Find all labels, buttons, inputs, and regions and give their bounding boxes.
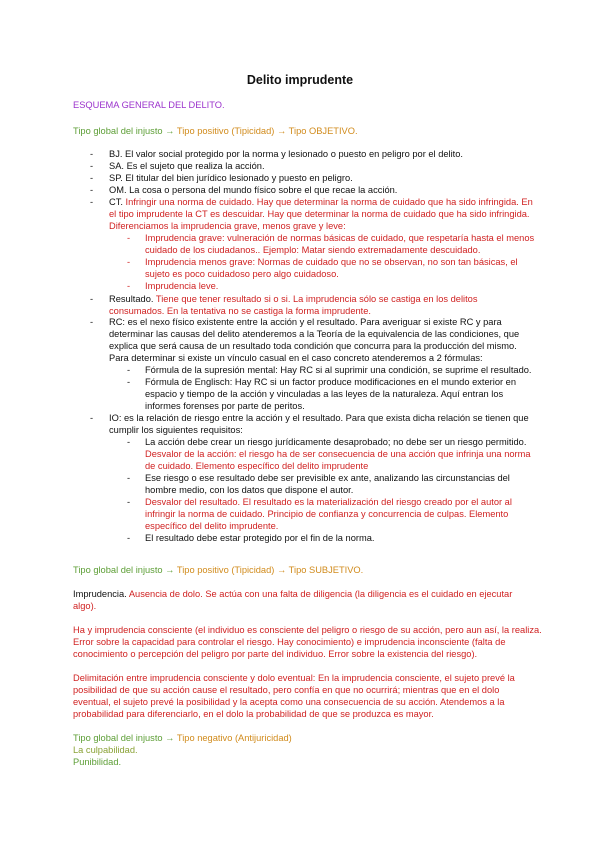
io-requisito: hombre medio, con los datos que dispone el autor. <box>145 485 354 495</box>
bullet-dash: - <box>90 294 94 304</box>
heading-part-injusto: Tipo global del injusto → <box>73 565 177 575</box>
bullet-dash: - <box>90 149 94 159</box>
heading-part-injusto: Tipo global del injusto → <box>73 126 177 136</box>
sub-bullet-dash: - <box>127 473 131 483</box>
ct-grave: Imprudencia grave: vulneración de normas básicas de cuidado, que respetaría hasta el menos <box>145 233 535 243</box>
sub-bullet-dash: - <box>127 497 131 507</box>
sub-bullet-dash: - <box>127 437 131 447</box>
ct-grave: cuidado de los ciudadanos.. Ejemplo: Matar siendo extremadamente descuidado. <box>145 245 481 255</box>
bullet-dash: - <box>90 317 94 327</box>
io-requisito: Desvalor de la acción: el riesgo ha de ser consecuencia de una acción que infrinja una norma <box>145 449 531 459</box>
rc-formula-englisch: Fórmula de Englisch: Hay RC si un factor produce modificaciones en el mundo exterior en <box>145 377 517 387</box>
heading-part-positivo: Tipo positivo (Tipicidad) → <box>176 565 289 575</box>
item-io: IO: es la relación de riesgo entre la acción y el resultado. Para que exista dicha relación se tienen que <box>109 413 529 423</box>
sub-bullet-dash: - <box>127 233 131 243</box>
ct-lead: CT. <box>109 197 126 207</box>
ct-line: el tipo imprudente la CT es descuidar. Hay que determinar la norma de cuidado que ha sido infringida. <box>109 209 530 219</box>
heading-tipo-subjetivo <box>73 564 363 576</box>
page-title: Delito imprudente <box>246 73 354 87</box>
heading-part-positivo: Tipo positivo (Tipicidad) → <box>176 126 289 136</box>
item-ct <box>109 196 533 208</box>
schema-heading: ESQUEMA GENERAL DEL DELITO. <box>73 100 225 110</box>
ct-menos-grave: sujeto es poco cuidadoso pero algo cuidadoso. <box>145 269 339 279</box>
imprudencia-paragraph <box>73 588 512 600</box>
io-requisito: La acción debe crear un riesgo jurídicamente desaprobado; no debe ser un riesgo permitido. <box>145 437 527 447</box>
rc-line: determinar las causas del delito atenderemos a la Teoría de la equivalencia de las condiciones, que <box>109 329 520 339</box>
bullet-dash: - <box>90 161 94 171</box>
bullet-dash: - <box>90 173 94 183</box>
rc-formula-supresion: Fórmula de la supresión mental: Hay RC si al suprimir una condición, se suprime el resultado. <box>145 365 532 375</box>
sub-bullet-dash: - <box>127 365 131 375</box>
sub-bullet-dash: - <box>127 257 131 267</box>
io-line: cumplir los siguientes requisitos: <box>109 425 243 435</box>
io-requisito: específico del delito imprudente. <box>145 521 279 531</box>
sub-bullet-dash: - <box>127 281 131 291</box>
imprudencia-line: Ausencia de dolo. Se actúa con una falta de diligencia (la diligencia es el cuidado en ejecutar <box>128 589 513 599</box>
ct-leve: Imprudencia leve. <box>145 281 219 291</box>
resultado-line: consumados. En la tentativa no se castiga la forma imprudente. <box>109 306 372 316</box>
io-requisito: El resultado debe estar protegido por el fin de la norma. <box>145 533 375 543</box>
imprudencia-lead: Imprudencia. <box>73 589 129 599</box>
item-resultado <box>109 293 478 305</box>
resultado-line: Tiene que tener resultado si o si. La imprudencia sólo se castiga en los delitos <box>155 294 478 304</box>
heading-part-negativo: Tipo negativo (Antijuricidad) <box>176 733 292 743</box>
bullet-dash: - <box>90 185 94 195</box>
item-om: OM. La cosa o persona del mundo físico sobre el que recae la acción. <box>109 185 398 195</box>
item-bj: BJ. El valor social protegido por la norma y lesionado o puesto en peligro por el delito. <box>109 149 464 159</box>
rc-formula-englisch: espacio y tiempo de la acción y vinculadas a las leyes de la naturaleza. Aquí entran los <box>145 389 504 399</box>
punibilidad-heading: Punibilidad. <box>73 757 122 767</box>
heading-part-injusto: Tipo global del injusto → <box>73 733 177 743</box>
heading-part-subjetivo: Tipo SUBJETIVO. <box>288 565 364 575</box>
bullet-dash: - <box>90 413 94 423</box>
resultado-lead: Resultado. <box>109 294 156 304</box>
delimitacion-paragraph: Delimitación entre imprudencia consciente y dolo eventual: En la imprudencia consciente, el sujeto prevé la <box>73 673 515 683</box>
culpabilidad-heading: La culpabilidad. <box>73 745 138 755</box>
ct-menos-grave: Imprudencia menos grave: Normas de cuidado que no se observan, no son tan básicas, el <box>145 257 518 267</box>
rc-formula-englisch: informes forenses por parte de peritos. <box>145 401 305 411</box>
item-sp: SP. El titular del bien jurídico lesionado y puesto en peligro. <box>109 173 353 183</box>
ct-line: Infringir una norma de cuidado. Hay que determinar la norma de cuidado que ha sido infringida. En <box>125 197 533 207</box>
consciente-paragraph: conocimiento o percepción del peligro por parte del individuo. Error sobre la existencia del riesgo). <box>73 649 478 659</box>
io-requisito: infringir la norma de cuidado. Principio de confianza y concurrencia de culpas. Elemento <box>145 509 509 519</box>
io-requisito: Ese riesgo o ese resultado debe ser previsible ex ante, analizando las circunstancias del <box>145 473 510 483</box>
delimitacion-paragraph: posibilidad de que su acción cause el resultado, pero confía en que no ocurrirá; mientras que en el dolo <box>73 685 500 695</box>
rc-line: Para determinar si existe un vínculo casual en el caso concreto atenderemos a 2 fórmulas: <box>109 353 483 363</box>
consciente-paragraph: Error sobre la capacidad para controlar el riesgo. Hay conocimiento) e imprudencia inconsciente (falta de <box>73 637 506 647</box>
delimitacion-paragraph: eventual, el sujeto prevé la posibilidad y la acepta como una consecuencia de su acción. Atendemos a la <box>73 697 505 707</box>
item-rc: RC: es el nexo físico existente entre la acción y el resultado. Para averiguar si existe RC y para <box>109 317 502 327</box>
bullet-dash: - <box>90 197 94 207</box>
ct-line: Diferenciamos la imprudencia grave, menos grave y leve: <box>109 221 346 231</box>
imprudencia-line: algo). <box>73 601 97 611</box>
heading-tipo-objetivo <box>73 125 358 137</box>
sub-bullet-dash: - <box>127 533 131 543</box>
delimitacion-paragraph: probabilidad para diferenciarlo, en el dolo la probabilidad de que se produzca es mayor. <box>73 709 434 719</box>
consciente-paragraph: Ha y imprudencia consciente (el individuo es consciente del peligro o riesgo de su acción, pero aun así, la realiza. <box>73 625 542 635</box>
sub-bullet-dash: - <box>127 377 131 387</box>
io-requisito: Desvalor del resultado. El resultado es la materialización del riesgo creado por el autor al <box>145 497 512 507</box>
heading-part-objetivo: Tipo OBJETIVO. <box>288 126 358 136</box>
rc-line: explica que será causa de un resultado toda condición que concurra para la producción del mismo. <box>109 341 517 351</box>
heading-tipo-negativo <box>73 732 292 744</box>
io-requisito: de cuidado. Elemento específico del delito imprudente <box>145 461 369 471</box>
item-sa: SA. Es el sujeto que realiza la acción. <box>109 161 265 171</box>
